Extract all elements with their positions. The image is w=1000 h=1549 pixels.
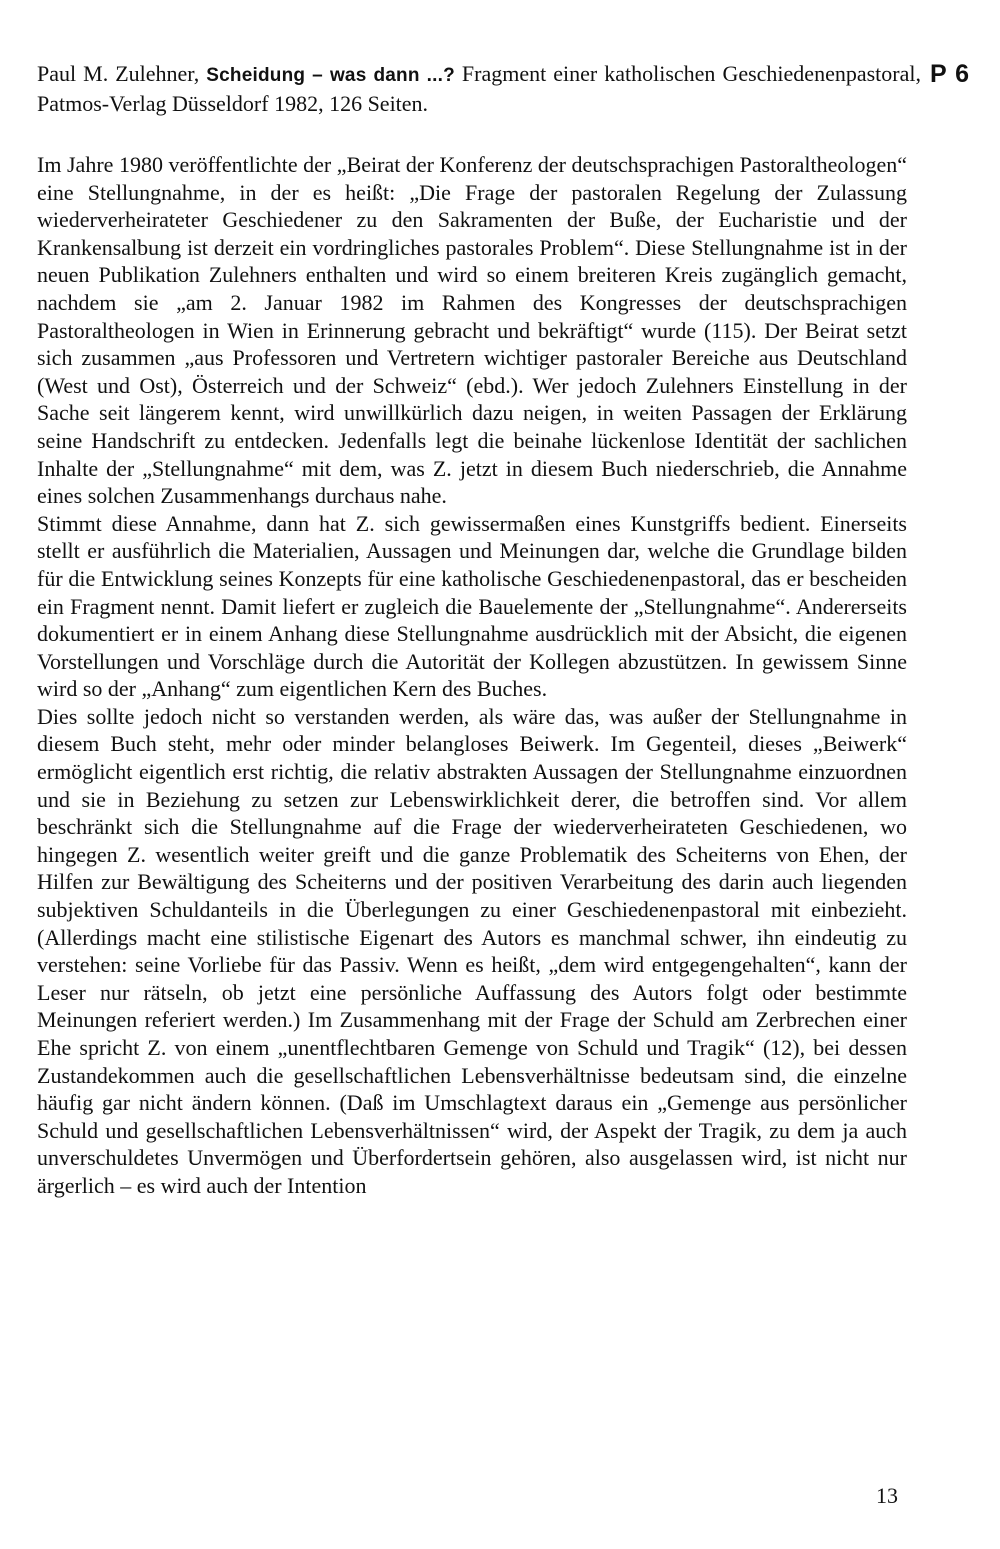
paragraph-1: Im Jahre 1980 veröffentlichte der „Beirat der Konferenz der deutschsprachigen Pastoraltheologen“ eine Stellungnahme, in der es heißt: „Die Frage der pastoralen Regelung der Zulassung wiederverheirateter Geschiedener zu den Sakramenten der Buße, der Eucharistie und der Krankensalbung ist derzeit ein vordringliches pastorales Problem“. Diese Stellungnahme ist in der neuen Publikation Zulehners enthalten und wird so einem breiteren Kreis zugänglich gemacht, nachdem sie „am 2. Januar 1982 im Rahmen des Kongresses der deutschsprachigen Pastoraltheologen in Wien in Erinnerung gebracht und bekräftigt“ wurde (115). Der Beirat setzt sich zusammen „aus Professoren und Vertretern wichtiger pastoraler Bereiche aus Deutschland (West und Ost), Österreich und der Schweiz“ (ebd.). Wer jedoch Zulehners Einstellung in der Sache seit längerem kennt, wird unwillkürlich dazu neigen, in weiten Passagen der Erklärung seine Handschrift zu entdecken. Jedenfalls legt die beinahe lückenlose Identität der sachlichen Inhalte der „Stellungnahme“ mit dem, was Z. jetzt in diesem Buch niederschrieb, die Annahme eines solchen Zusammenhangs durchaus nahe. <box>37 152 907 509</box>
reference-title: Scheidung – was dann ...? <box>206 65 455 86</box>
paragraph-2: Stimmt diese Annahme, dann hat Z. sich gewissermaßen eines Kunstgriffs bedient. Einerseits stellt er ausführlich die Materialien, Aussagen und Meinungen dar, welche die Grundlage bilden für die Entwicklung seines Konzepts für eine katholische Geschiedenenpastoral, das er bescheiden ein Fragment nennt. Damit liefert er zugleich die Bauelemente der „Stellungnahme“. Andererseits dokumentiert er in einem Anhang diese Stellungnahme ausdrücklich mit der Absicht, die eigenen Vorstellungen und Vorschläge durch die Autorität der Kollegen abzustützen. In gewissem Sinne wird so der „Anhang“ zum eigentlichen Kern des Buches. <box>37 510 907 702</box>
section-marker: P 6 <box>930 60 971 88</box>
bibliographic-reference <box>37 60 921 118</box>
page-number: 13 <box>876 1483 898 1508</box>
reference-author: Paul M. Zulehner, <box>37 61 207 86</box>
review-body <box>37 151 907 1200</box>
reference-details: Fragment einer katholischen Geschiedenenpastoral, Patmos-Verlag Düsseldorf 1982, 126 Seiten. <box>37 61 921 116</box>
paragraph-3: Dies sollte jedoch nicht so verstanden werden, als wäre das, was außer der Stellungnahme in diesem Buch steht, mehr oder minder belangloses Beiwerk. Im Gegenteil, dieses „Beiwerk“ ermöglicht eigentlich erst richtig, die relativ abstrakten Aussagen der Stellungnahme einzuordnen und sie in Beziehung zu setzen zur Lebenswirklichkeit derer, die betroffen sind. Vor allem beschränkt sich die Stellungnahme auf die Frage der wiederverheirateten Geschiedenen, wo hingegen Z. wesentlich weiter greift und die ganze Problematik des Scheiterns von Ehen, der Hilfen zur Bewältigung des Scheiterns und der positiven Verarbeitung des darin auch liegenden subjektiven Schuldanteils in die Überlegungen zu einer Geschiedenenpastoral mit einbezieht. (Allerdings macht eine stilistische Eigenart des Autors es manchmal schwer, ihn eindeutig zu verstehen: seine Vorliebe für das Passiv. Wenn es heißt, „dem wird entgegengehalten“, kann der Leser nur rätseln, ob jetzt eine persönliche Auffassung des Autors folgt oder bestimmte Meinungen referiert werden.) Im Zusammenhang mit der Frage der Schuld am Zerbrechen einer Ehe spricht Z. von einem „unentflechtbaren Gemenge von Schuld und Tragik“ (12), bei dessen Zustandekommen auch die gesellschaftlichen Lebensverhältnisse bedeutsam sind, die einzelne häufig gar nicht ändern können. (Daß im Umschlagtext daraus ein „Gemenge aus persönlicher Schuld und gesellschaftlichen Lebensverhältnissen“ wird, der Aspekt der Tragik, zu dem ja auch unverschuldetes Unvermögen und Überfordertsein gehören, also ausgelassen wird, ist nicht nur ärgerlich – es wird auch der Intention <box>37 703 907 1198</box>
